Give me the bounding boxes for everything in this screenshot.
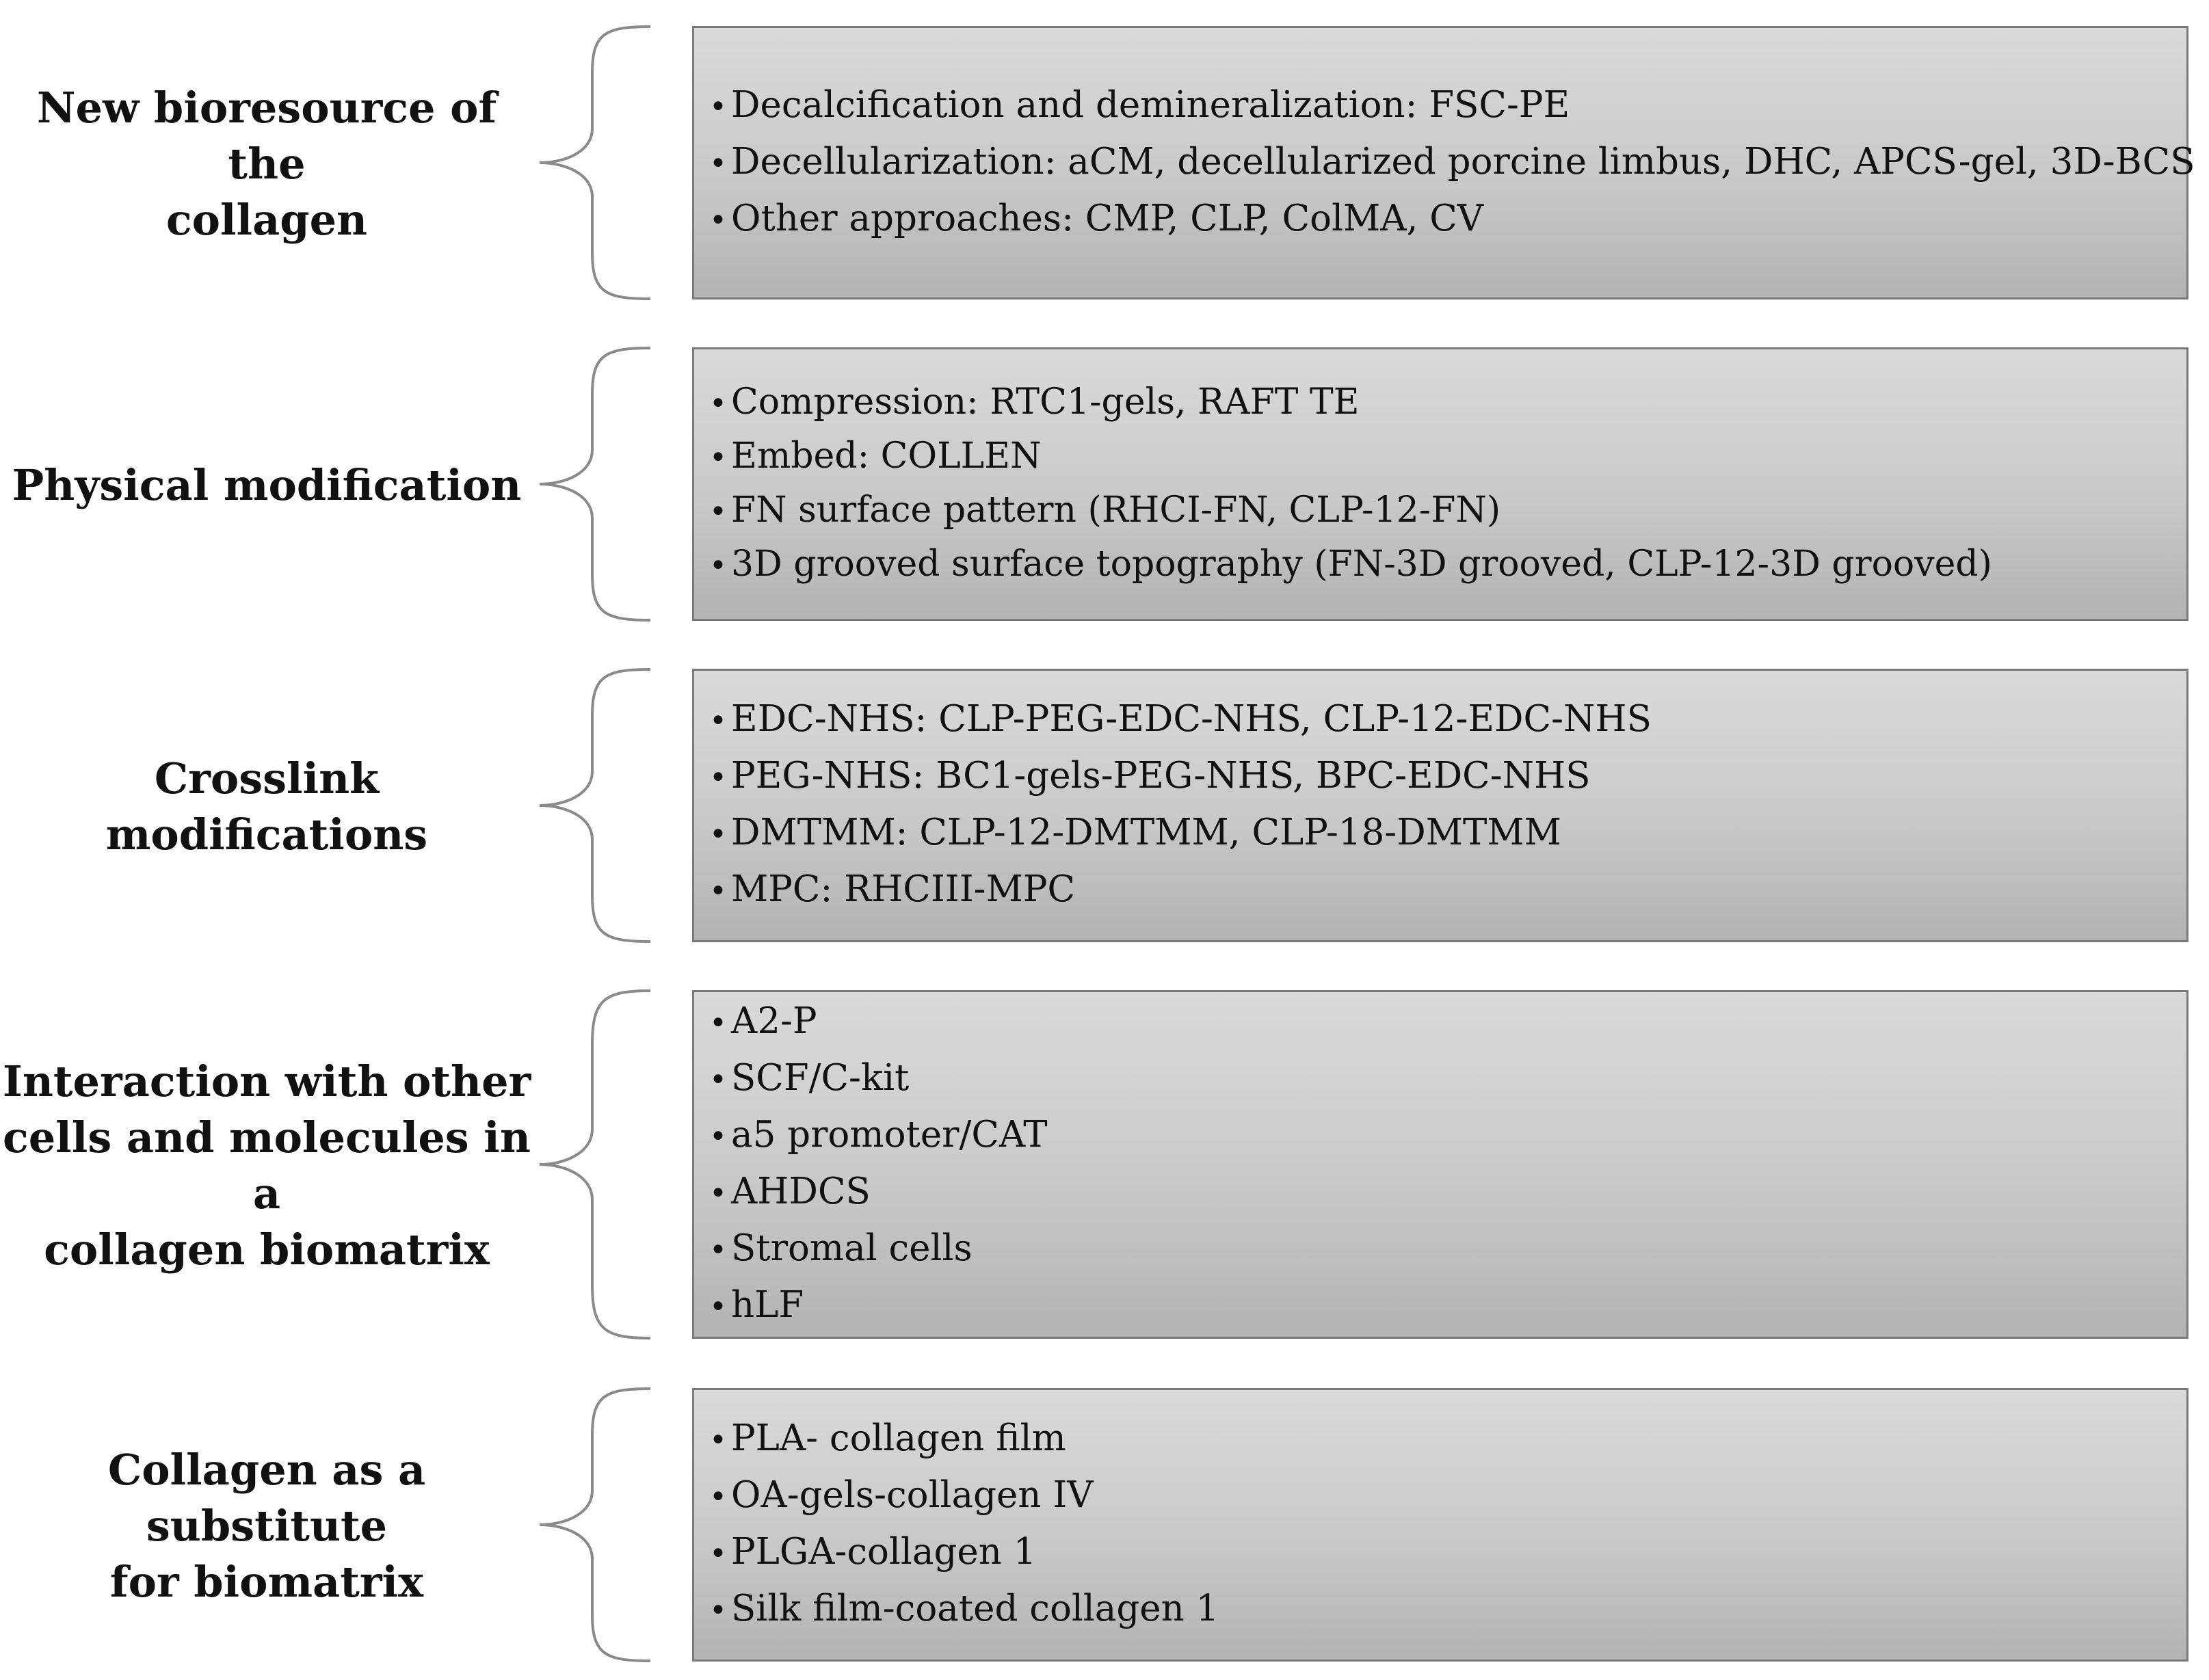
list-item: • PEG-NHS: BC1-gels-PEG-NHS, BPC-EDC-NHS [709,755,1591,797]
category-label-line: Interaction with other [2,1056,531,1106]
curly-brace [538,667,654,944]
list-item: • MPC: RHCIII-MPC [709,868,1076,910]
category-label [0,670,533,944]
list-item: • Decalcification and demineralization: FSC-PE [709,83,1570,126]
category-label-line: collagen biomatrix [44,1225,490,1275]
item-list [709,692,2186,919]
item-box [692,1388,2188,1662]
curly-brace [538,1387,654,1663]
category-label-line: Crosslink modifications [105,754,428,859]
item-box [692,347,2188,621]
list-item: • a5 promoter/CAT [709,1114,1048,1156]
list-item: • 3D grooved surface topography (FN-3D grooved, CLP-12-3D grooved) [709,544,1992,585]
list-item: • A2-P [709,1000,817,1042]
item-list [709,994,2186,1335]
item-box [692,669,2188,942]
curly-brace [538,346,654,622]
list-item: • EDC-NHS: CLP-PEG-EDC-NHS, CLP-12-EDC-NHS [709,698,1652,740]
list-item: • PLA- collagen film [709,1417,1066,1459]
item-box [692,990,2188,1339]
category-label-line: Collagen as a substitute [107,1445,426,1551]
item-list [709,78,2195,248]
item-list [709,376,2186,592]
list-item: • Embed: COLLEN [709,436,1042,477]
category-label-line: cells and molecules in a [3,1112,531,1218]
item-list [709,1411,2186,1638]
list-item: • Other approaches: CMP, CLP, ColMA, CV [709,197,1484,239]
list-item: • FN surface pattern (RHCI-FN, CLP-12-FN) [709,490,1501,531]
list-item: • SCF/C-kit [709,1057,910,1099]
category-label [0,991,533,1340]
category-label [0,1389,533,1663]
category-label-line: New bioresource of the [36,83,497,189]
list-item: • AHDCS [709,1171,871,1212]
list-item: • OA-gels-collagen IV [709,1474,1094,1516]
list-item: • Decellularization: aCM, decellularized porcine limbus, DHC, APCS-gel, 3D-BCS [709,140,2195,183]
list-item: • hLF [709,1284,804,1326]
category-label-line: for biomatrix [109,1557,424,1607]
category-label [0,27,533,301]
list-item: • Stromal cells [709,1227,973,1269]
list-item: • Silk film-coated collagen 1 [709,1588,1219,1629]
curly-brace [538,989,654,1340]
category-label-line: collagen [166,195,368,245]
item-box [692,26,2195,299]
list-item: • PLGA-collagen 1 [709,1531,1037,1573]
category-label [0,349,533,622]
list-item: • Compression: RTC1-gels, RAFT TE [709,382,1360,423]
category-label-line: Physical modification [12,460,522,510]
curly-brace [538,25,654,301]
list-item: • DMTMM: CLP-12-DMTMM, CLP-18-DMTMM [709,812,1561,853]
